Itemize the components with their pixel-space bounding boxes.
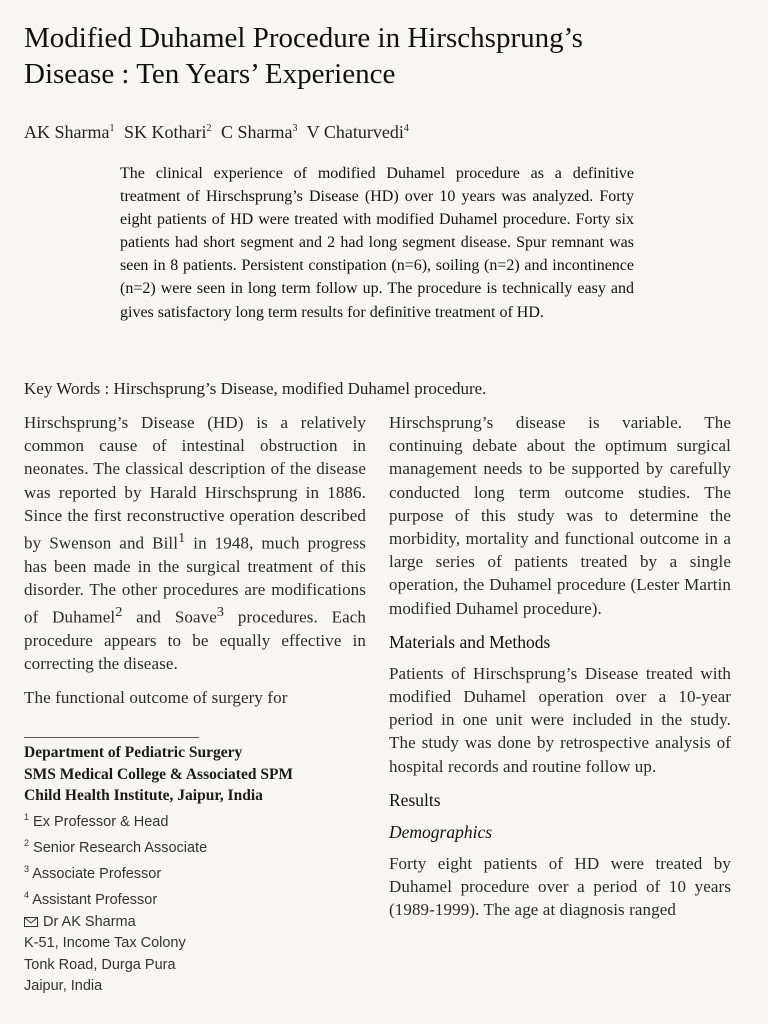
subsection-heading-demographics: Demographics [389,821,493,842]
institute: Child Health Institute, Jaipur, India [24,787,263,804]
college: SMS Medical College & Associated SPM [24,765,294,783]
title-line-1: Modified Duhamel Procedure in Hirschsprung’s [24,22,583,54]
author-2 [124,122,212,142]
author-affil-marker: 1 [109,123,115,134]
role-marker: 1 [24,811,30,822]
address-line-1: K-51, Income Tax Colony [24,935,186,952]
correspondence-name: Dr AK Sharma [43,913,136,930]
citation-marker: 2 [115,604,123,621]
citation-marker: 1 [178,530,186,547]
left-column [24,411,366,719]
text-run: in 1948, much progress has been made in the surgical treatment of this disorder. The other procedures are modifications of Duhamel [24,533,366,627]
author-affil-marker: 2 [206,123,212,134]
intro-paragraph-1 [24,411,366,676]
paper-title [24,20,724,92]
intro-paragraph-2: The functional outcome of surgery for [24,687,288,707]
methods-paragraph: Patients of Hirschsprung’s Disease treated with modified Duhamel operation over a 10-year period in one unit were included in the study. The study was done by retrospective analysis of hospital records and routine follow up. [389,663,731,776]
author-4 [307,122,409,142]
abstract: The clinical experience of modified Duhamel procedure as a definitive treatment of Hirschsprung’s Disease (HD) over 10 years was analyzed. Forty eight patients of HD were treated with modified Duhamel procedure. Forty six patients had short segment and 2 had long segment disease. Spur remnant was seen in 8 patients. Persistent constipation (n=6), soiling (n=2) and incontinence (n=2) were seen in long term follow up. The procedure is technically easy and gives satisfactory long term results for definitive treatment of HD. [120,165,634,321]
role-text: Assistant Professor [32,892,158,909]
keywords [24,378,744,400]
affiliation-block [24,742,374,998]
text-run: Hirschsprung’s Disease (HD) is a relatively common cause of intestinal obstruction in neonates. The classical description of the disease was reported by Harald Hirschsprung in 1886. Since the first reconstructive operation described by Swenson and Bill [24,413,366,553]
role-4 [24,885,374,911]
author-name: AK Sharma [24,122,110,142]
role-text: Senior Research Associate [33,839,208,856]
section-heading-results: Results [389,789,441,810]
citation-marker: 3 [216,604,225,621]
role-text: Ex Professor & Head [33,813,169,830]
envelope-icon [24,917,38,927]
role-text: Associate Professor [32,865,162,882]
address-line-2: Tonk Road, Durga Pura [24,956,176,973]
role-1 [24,807,374,833]
role-3 [24,859,374,885]
author-list [24,118,744,143]
author-affil-marker: 3 [292,123,298,134]
author-affil-marker: 4 [403,123,409,134]
role-marker: 4 [24,890,30,901]
section-heading-methods: Materials and Methods [389,631,551,652]
intro-continued-paragraph: Hirschsprung’s disease is variable. The continuing debate about the optimum surgical management needs to be supported by carefully conducted long term outcome studies. The purpose of this study was to determine the morbidity, mortality and functional outcome in a large series of patients treated by a single operation, the Duhamel procedure (Lester Martin modified Duhamel procedure). [389,413,731,618]
author-3 [221,122,298,142]
title-line-2: Disease : Ten Years’ Experience [24,58,396,90]
text-run: and Soave [122,607,217,627]
author-name: C Sharma [220,122,293,142]
role-marker: 3 [24,864,30,875]
keywords-label: Key Words : [24,379,110,398]
author-1 [24,122,114,142]
role-2 [24,833,374,859]
author-name: V Chaturvedi [306,122,404,142]
keywords-text: Hirschsprung’s Disease, modified Duhamel procedure. [113,379,487,398]
right-column [389,411,731,931]
author-name: SK Kothari [123,122,207,142]
footnote-divider [24,737,199,738]
correspondence [24,912,374,934]
address-line-3: Jaipur, India [24,978,103,995]
text-run: procedures. Each procedure appears to be equally effective in correcting the disease. [24,607,366,674]
demographics-paragraph: Forty eight patients of HD were treated by Duhamel procedure over a period of 10 years (1989-1999). The age at diagnosis ranged [389,853,731,920]
role-marker: 2 [24,837,30,848]
department: Department of Pediatric Surgery [24,744,243,761]
